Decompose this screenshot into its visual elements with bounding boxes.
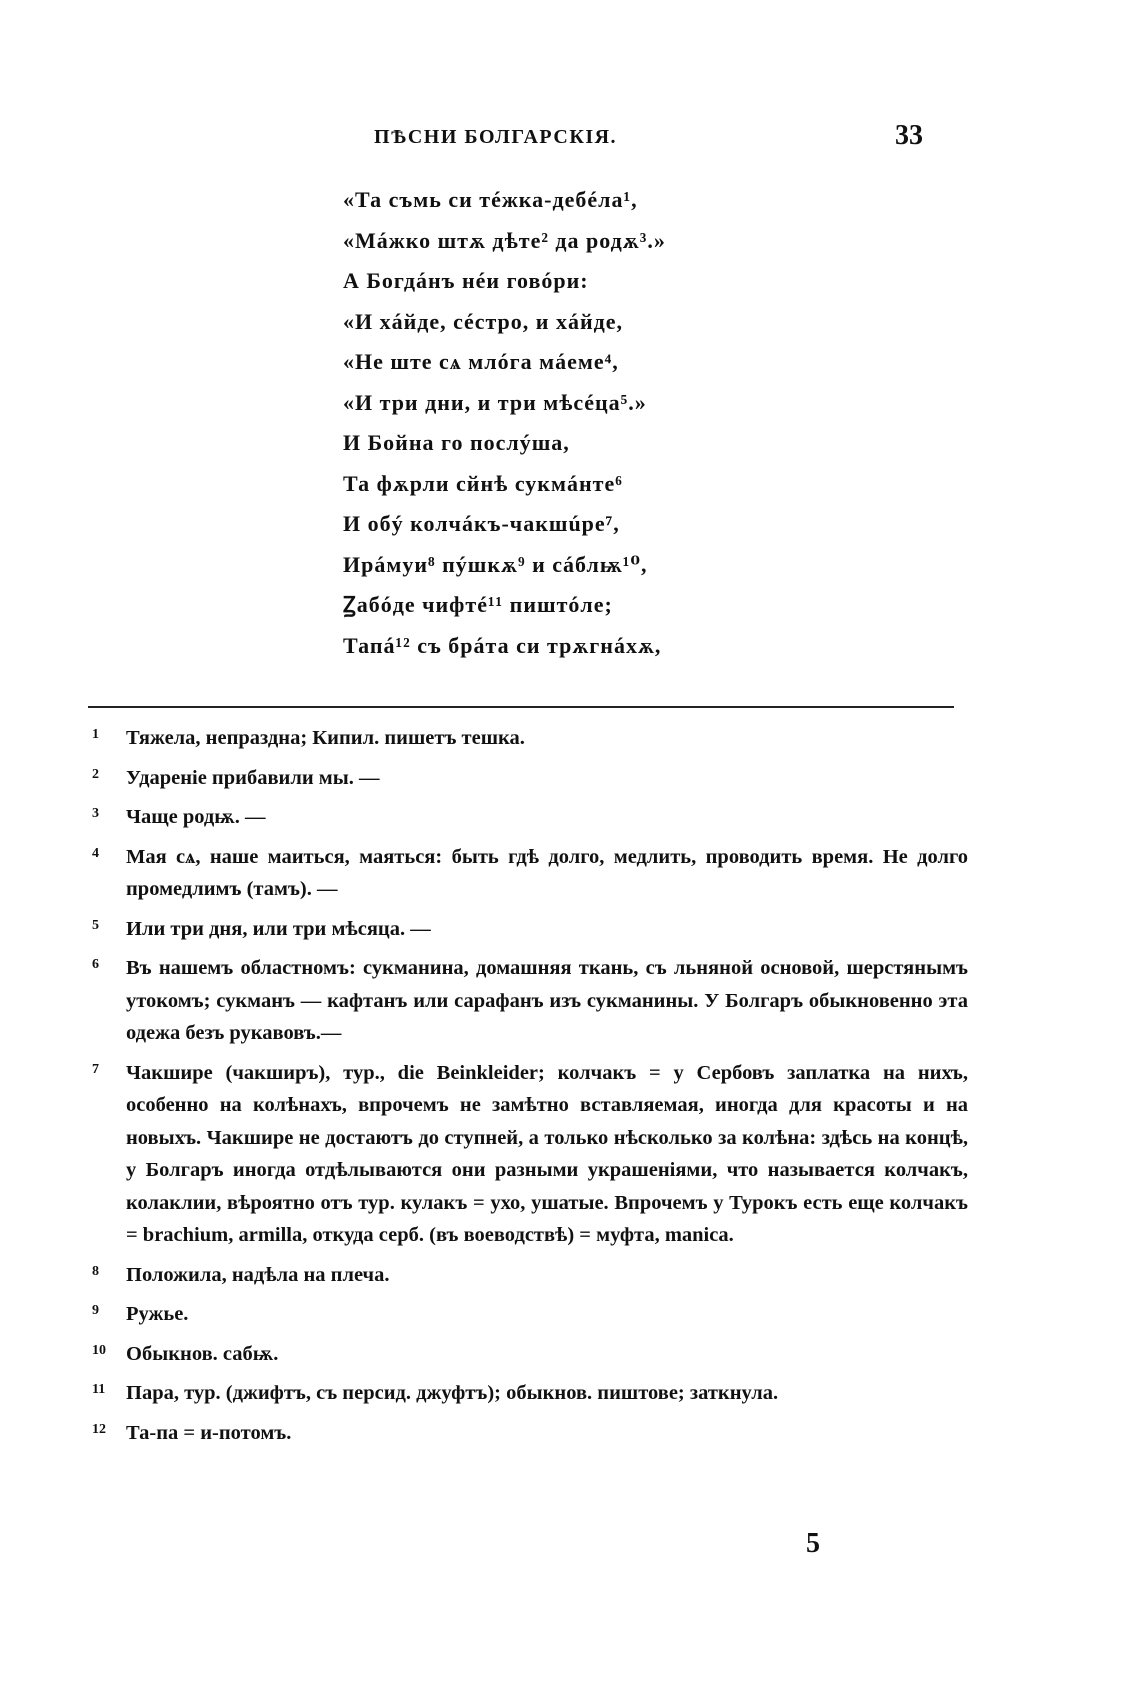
footnote-number: 5: [92, 917, 99, 933]
verse-line: И обý колчáкъ-чакшúре⁷,: [343, 511, 620, 536]
footnote: [88, 1377, 968, 1410]
footnote-number: 9: [92, 1303, 99, 1318]
verse-line: «И хáйде, сéстро, и хáйде,: [343, 308, 624, 334]
verse-line: Ꙁабóде чифтé¹¹ пиштóле;: [343, 592, 613, 617]
page-number: 33: [895, 120, 923, 151]
footnote: [88, 1259, 968, 1292]
verse-line: «Не ште сѧ млóга мáеме⁴,: [343, 349, 619, 374]
footnote: [88, 762, 968, 795]
verse-line: «Та съмь си тéжка-дебéла¹,: [343, 187, 638, 212]
footnote-text: Пара, тур. (джифтъ, съ персид. джуфтъ); обыкнов. пиштове; заткнула.: [126, 1382, 779, 1404]
verse-line: Тапá¹² съ брáта си трѫгнáхѫ,: [343, 632, 662, 658]
footnote-number: 11: [92, 1382, 106, 1397]
verse-block: [343, 180, 903, 666]
footnote-text: Ружье.: [126, 1303, 189, 1325]
verse-line: «И три дни, и три мѣсéца⁵.»: [343, 389, 647, 415]
footnote-number: 10: [92, 1342, 106, 1358]
footnote-text: Чаще родѭ. —: [126, 806, 266, 828]
footnote-text: Обыкнов. сабѭ.: [126, 1342, 279, 1365]
verse-line: «Мáжко штѫ дѣте² да родѫ³.»: [343, 227, 666, 253]
footnote-text: Удареніе прибавили мы. —: [126, 766, 380, 789]
footnote: [88, 1338, 968, 1371]
verse-line: Та фѫрли сйнѣ сукмáнте⁶: [343, 470, 623, 496]
footnote: [88, 1298, 968, 1331]
verse-line: Ирáмуи⁸ пýшкѫ⁹ и сáблѭ¹⁰,: [343, 551, 648, 577]
footnote: [88, 952, 968, 1050]
footnotes-list: [88, 722, 968, 1456]
footnote-number: 2: [92, 766, 99, 782]
footnote-number: 7: [92, 1061, 99, 1077]
footnote-text: Положила, надѣла на плеча.: [126, 1263, 390, 1286]
signature-mark: 5: [806, 1528, 820, 1559]
footnote-text: Въ нашемъ областномъ: сукманина, домашняя ткань, съ льняной основой, шерстянымъ утокомъ; сукманъ — кафтанъ или сарафанъ изъ сукманины. У Болгаръ обыкновенно эта одежа безъ рукавовъ.—: [126, 957, 968, 1044]
footnote-text: Чакшире (чакширъ), тур., die Beinkleider; колчакъ = у Сербовъ заплатка на нихъ, особенно на колѣнахъ, впрочемъ не замѣтно вставляемая, иногда для красоты и на новыхъ. Чакшире не достаютъ до ступней, а только нѣсколько за колѣна: здѣсь на концѣ, у Болгаръ иногда отдѣлываются они разными украшеніями, что называется колчакъ, колаклии, вѣроятно отъ тур. кулакъ = ухо, ушатые. Впрочемъ у Турокъ есть еще колчакъ = brachium, armilla, откуда серб. (въ воеводствѣ) = муфта, manica.: [126, 1061, 968, 1246]
footnote: [88, 841, 968, 906]
footnote: [88, 801, 968, 834]
footnote-text: Или три дня, или три мѣсяца. —: [126, 917, 431, 940]
footnote: [88, 1057, 968, 1252]
footnote-text: Тяжела, непраздна; Кипил. пишетъ тешка.: [126, 727, 525, 749]
footnote: [88, 913, 968, 946]
verse-line: И Бойна го послýша,: [343, 430, 570, 455]
footnote-number: 8: [92, 1263, 99, 1279]
footnote-number: 12: [92, 1421, 106, 1437]
running-head-title: ПѢСНИ БОЛГАРСКIЯ.: [374, 126, 618, 148]
footnote: [88, 1417, 968, 1450]
footnote-text: Та-па = и-потомъ.: [126, 1421, 292, 1444]
footnote-number: 6: [92, 957, 99, 972]
footnote-number: 1: [92, 727, 99, 742]
footnote-number: 3: [92, 806, 99, 821]
footnote-text: Мая сѧ, наше маиться, маяться: быть гдѣ долго, медлить, проводить время. Не долго промедлимъ (тамъ). —: [126, 845, 968, 900]
verse-line: А Богдáнъ нéи говóри:: [343, 268, 589, 293]
footnote: [88, 722, 968, 755]
footnote-number: 4: [92, 845, 99, 861]
footnote-divider: [88, 706, 954, 708]
